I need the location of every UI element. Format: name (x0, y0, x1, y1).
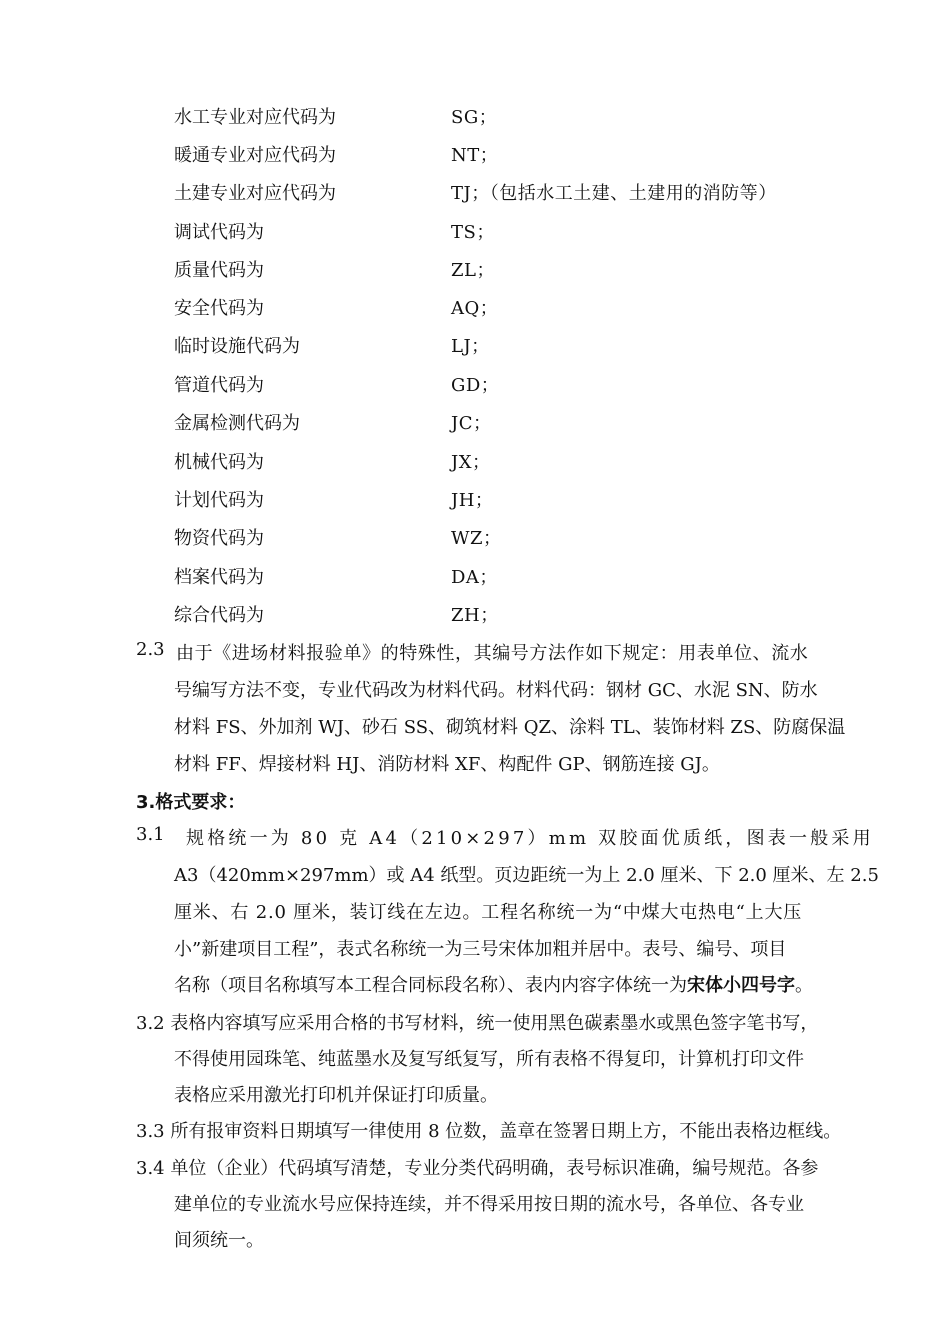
code-row-zl (0, 256, 950, 294)
code-value: WZ； (451, 528, 502, 549)
code-row-sg (0, 103, 950, 141)
code-label: 物资代码为 (174, 528, 264, 549)
section-heading: 3.格式要求： (136, 792, 246, 813)
paragraph-line: 材料 FS、外加剂 WJ、砂石 SS、砌筑材料 QZ、涂料 TL、装饰材料 ZS、防腐保温 (174, 717, 846, 738)
code-row-nt (0, 141, 950, 179)
paragraph-text: 名称（项目名称填写本工程合同标段名称）、表内内容字体统一为 (174, 975, 687, 996)
code-row-da (0, 563, 950, 601)
code-row-ts (0, 218, 950, 256)
code-row-aq (0, 294, 950, 332)
code-value: GD； (451, 375, 500, 396)
code-value: JX； (451, 452, 491, 473)
code-label: 水工专业对应代码为 (174, 107, 336, 128)
code-value: AQ； (451, 298, 499, 319)
code-value: LJ； (451, 336, 490, 357)
code-row-jh (0, 486, 950, 524)
paragraph-line-last (174, 971, 813, 997)
code-label: 临时设施代码为 (174, 336, 300, 357)
code-row-zh (0, 601, 950, 639)
code-label: 安全代码为 (174, 298, 264, 319)
section-number: 3.1 (136, 824, 165, 845)
emphasis-text: 宋体小四号字 (687, 975, 795, 996)
code-row-jc (0, 409, 950, 447)
paragraph-line: 表格应采用激光打印机并保证打印质量。 (174, 1085, 498, 1106)
code-value: JH； (451, 490, 494, 511)
code-label: 土建专业对应代码为 (174, 183, 336, 204)
code-value: TJ；（包括水工土建、土建用的消防等） (451, 183, 777, 204)
paragraph-line: 不得使用园珠笔、纯蓝墨水及复写纸复写，所有表格不得复印，计算机打印文件 (174, 1049, 804, 1070)
code-label: 综合代码为 (174, 605, 264, 626)
paragraph-line: 3.3 所有报审资料日期填写一律使用 8 位数，盖章在签署日期上方，不能出表格边框线。 (136, 1121, 842, 1142)
code-label: 质量代码为 (174, 260, 264, 281)
code-label: 档案代码为 (174, 567, 264, 588)
code-row-tj (0, 179, 950, 217)
code-row-wz (0, 524, 950, 562)
paragraph-line: 厘米、右 2.0 厘米，装订线在左边。工程名称统一为“中煤大屯热电“上大压 (174, 902, 803, 923)
code-label: 金属检测代码为 (174, 413, 300, 434)
paragraph-text: 。 (795, 975, 813, 996)
paragraph-line: 3.2 表格内容填写应采用合格的书写材料，统一使用黑色碳素墨水或黑色签字笔书写， (136, 1013, 819, 1034)
code-value: SG； (451, 107, 498, 128)
code-label: 机械代码为 (174, 452, 264, 473)
code-label: 暖通专业对应代码为 (174, 145, 336, 166)
code-label: 调试代码为 (174, 222, 264, 243)
section-number: 2.3 (136, 639, 165, 660)
code-value: ZL； (451, 260, 495, 281)
paragraph-line: A3（420mm×297mm）或 A4 纸型。页边距统一为上 2.0 厘米、下 2.0 厘米、左 2.5 (174, 865, 879, 886)
paragraph-line: 小”新建项目工程”，表式名称统一为三号宋体加粗并居中。表号、编号、项目 (174, 939, 787, 960)
code-label: 管道代码为 (174, 375, 264, 396)
paragraph-line: 材料 FF、焊接材料 HJ、消防材料 XF、构配件 GP、钢筋连接 GJ。 (174, 754, 720, 775)
code-row-gd (0, 371, 950, 409)
paragraph-line: 由于《进场材料报验单》的特殊性，其编号方法作如下规定：用表单位、流水 (176, 643, 809, 664)
code-row-jx (0, 448, 950, 486)
code-value: JC； (451, 413, 492, 434)
code-value: ZH； (451, 605, 499, 626)
paragraph-line: 3.4 单位（企业）代码填写清楚，专业分类代码明确，表号标识准确，编号规范。各参 (136, 1158, 819, 1179)
code-value: DA； (451, 567, 498, 588)
paragraph-line: 号编写方法不变，专业代码改为材料代码。材料代码：钢材 GC、水泥 SN、防水 (174, 680, 818, 701)
code-value: TS； (451, 222, 495, 243)
code-value: NT； (451, 145, 499, 166)
code-row-lj (0, 332, 950, 370)
paragraph-line: 规格统一为 80 克 A4（210×297）mm 双胶面优质纸，图表一般采用 (186, 828, 874, 849)
paragraph-line: 建单位的专业流水号应保持连续，并不得采用按日期的流水号，各单位、各专业 (174, 1194, 804, 1215)
code-label: 计划代码为 (174, 490, 264, 511)
paragraph-line: 间须统一。 (174, 1230, 264, 1251)
